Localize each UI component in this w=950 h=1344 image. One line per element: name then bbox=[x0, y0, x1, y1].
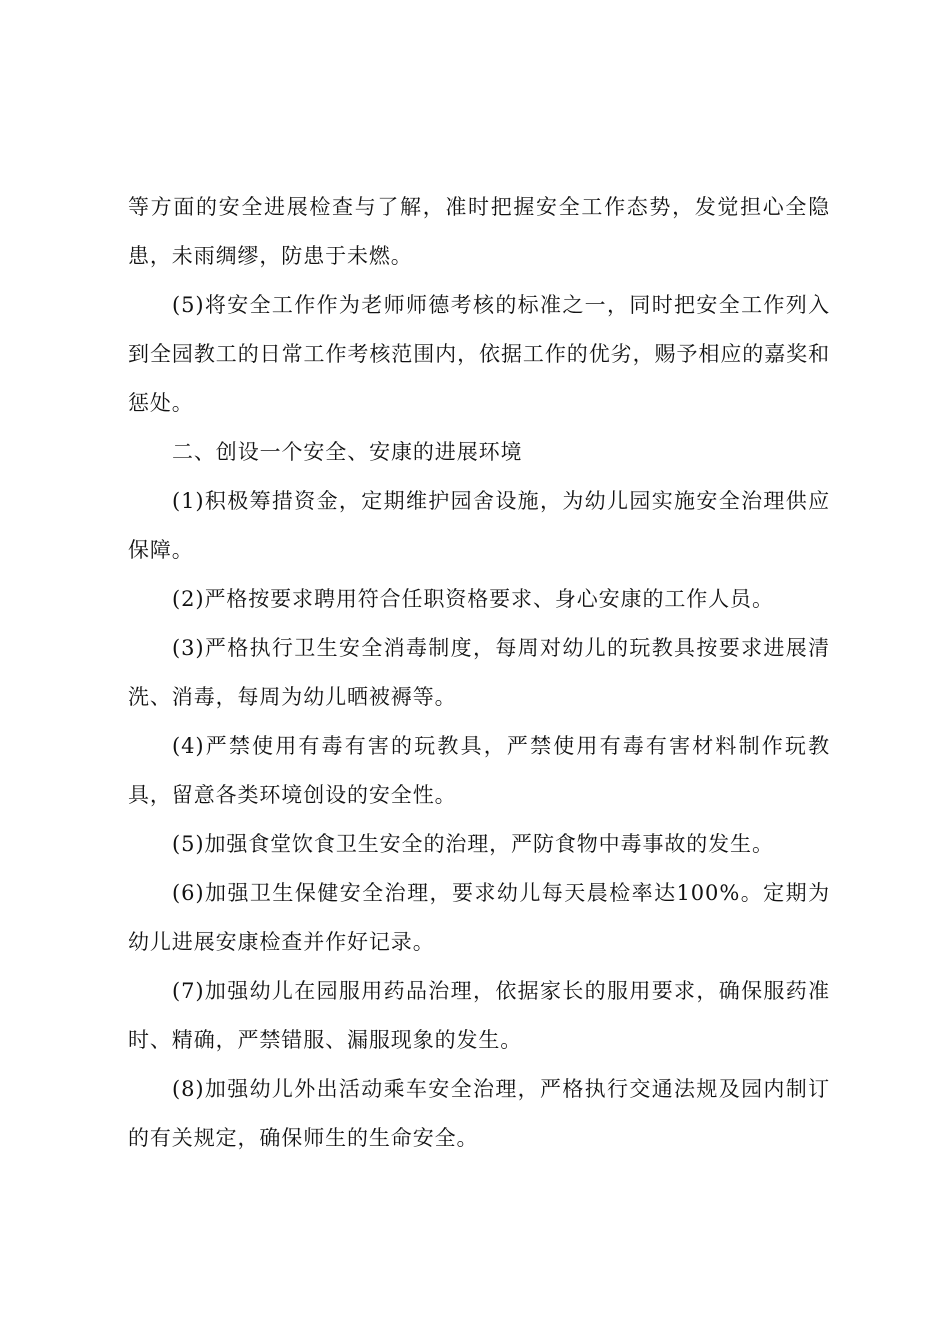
paragraph-item-6: (6)加强卫生保健安全治理，要求幼儿每天晨检率达100%。定期为幼儿进展安康检查并作好记录。 bbox=[128, 881, 830, 954]
section-heading: 二、创设一个安全、安康的进展环境 bbox=[172, 440, 523, 464]
paragraph-item-3: (3)严格执行卫生安全消毒制度，每周对幼儿的玩教具按要求进展清洗、消毒，每周为幼儿晒被褥等。 bbox=[128, 636, 830, 709]
paragraph-item-5-evaluation: (5)将安全工作作为老师师德考核的标准之一，同时把安全工作列入到全园教工的日常工作考核范围内，依据工作的优劣，赐予相应的嘉奖和惩处。 bbox=[128, 293, 830, 415]
paragraph-item-4: (4)严禁使用有毒有害的玩教具，严禁使用有毒有害材料制作玩教具，留意各类环境创设的安全性。 bbox=[128, 734, 830, 807]
paragraph-item-7: (7)加强幼儿在园服用药品治理，依据家长的服用要求，确保服药准时、精确，严禁错服、漏服现象的发生。 bbox=[128, 979, 830, 1052]
paragraph-item-5: (5)加强食堂饮食卫生安全的治理，严防食物中毒事故的发生。 bbox=[172, 832, 774, 856]
paragraph-item-2: (2)严格按要求聘用符合任职资格要求、身心安康的工作人员。 bbox=[172, 587, 774, 611]
paragraph-item-8: (8)加强幼儿外出活动乘车安全治理，严格执行交通法规及园内制订的有关规定，确保师生的生命安全。 bbox=[128, 1077, 830, 1150]
document-body bbox=[128, 183, 830, 1163]
paragraph-continuation: 等方面的安全进展检查与了解，准时把握安全工作态势，发觉担心全隐患，未雨绸缪，防患于未燃。 bbox=[128, 195, 830, 268]
paragraph-item-1: (1)积极筹措资金，定期维护园舍设施，为幼儿园实施安全治理供应保障。 bbox=[128, 489, 830, 562]
